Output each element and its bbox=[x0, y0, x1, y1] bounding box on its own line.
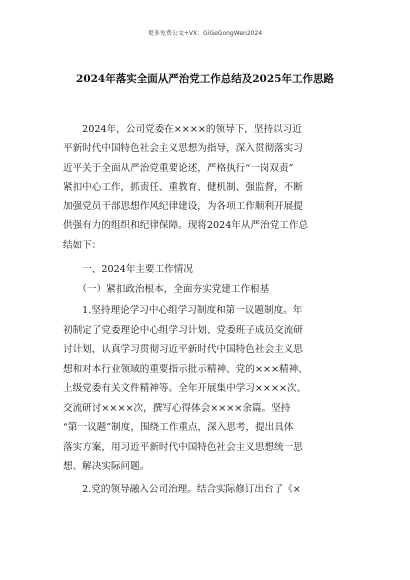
text-line: 供强有力的组织和纪律保障。现将2024年从严治党工作总 bbox=[63, 220, 309, 232]
text-line: 讨计划，认真学习贯彻习近平新时代中国特色社会主义思 bbox=[63, 344, 303, 356]
text-line: 加强党员干部思想作风纪律建设，为各项工作顺利开展提 bbox=[63, 201, 303, 213]
header-note: 更多免费公文+VX：GiGeGongWen2024 bbox=[147, 30, 263, 37]
item1-paragraph bbox=[63, 301, 350, 477]
text-line: “第一议题”制度，围绕工作重点，深入思考，提出具体 bbox=[63, 422, 294, 434]
text-line: 结如下： bbox=[63, 239, 102, 251]
text-line: 落实方案，用习近平新时代中国特色社会主义思想统一思 bbox=[63, 441, 303, 453]
text-line: 上级党委有关文件精神等。全年开展集中学习××××次、 bbox=[63, 383, 307, 395]
text-line: 想和对本行业领域的重要指示批示精神、党的×××精神、 bbox=[63, 363, 308, 375]
section-heading: 一、2024年主要工作情况 bbox=[63, 264, 193, 276]
document-title: 2024年落实全面从严治党工作总结及2025年工作思路 bbox=[76, 73, 334, 85]
intro-paragraph bbox=[63, 120, 350, 255]
text-line: 初制定了党委理论中心组学习计划、党委班子成员交流研 bbox=[63, 324, 303, 336]
document-body bbox=[63, 120, 350, 497]
text-line: 紧扣中心工作，抓责任、重教育、健机制、强监督，不断 bbox=[63, 181, 303, 193]
text-line: 1.坚持理论学习中心组学习制度和第一议题制度。年 bbox=[63, 305, 303, 317]
text-line: 交流研讨××××次，撰写心得体会××××余篇。坚持 bbox=[63, 402, 291, 414]
text-line: 想、解决实际问题。 bbox=[63, 461, 150, 473]
text-line: 2024年，公司党委在××××的领导下，坚持以习近 bbox=[63, 124, 302, 135]
text-line: 平新时代中国特色社会主义思想为指导，深入贯彻落实习 bbox=[63, 143, 303, 155]
subsection-heading: （一）紧扣政治根本，全面夯实党建工作根基 bbox=[63, 284, 270, 296]
item2-paragraph: 2.党的领导融入公司治理。结合实际修订出台了《× bbox=[63, 483, 301, 495]
text-line: 近平关于全面从严治党重要论述，严格执行“一岗双责” bbox=[63, 162, 294, 174]
